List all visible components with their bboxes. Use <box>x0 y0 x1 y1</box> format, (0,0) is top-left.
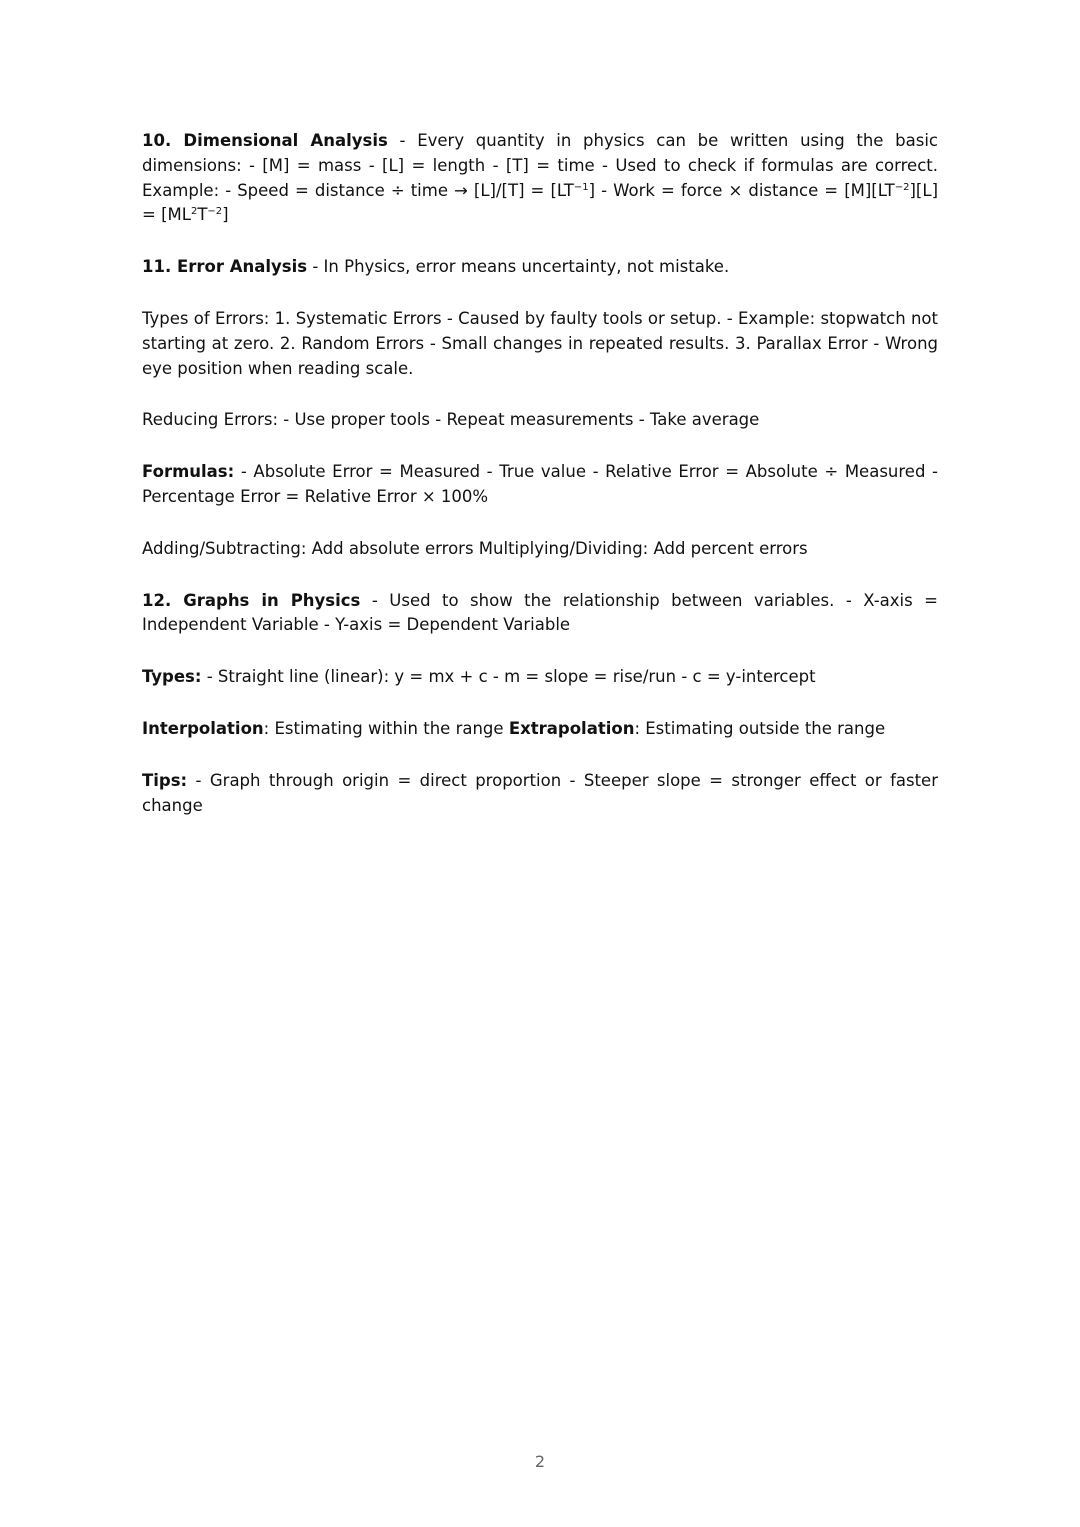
dimensional-text-4: T <box>197 205 208 225</box>
extrapolation-text: : Estimating outside the range <box>634 718 886 738</box>
dimensional-sup-3: 2 <box>190 206 198 218</box>
interpolation-label: Interpolation <box>142 718 264 738</box>
adding-subtracting-paragraph: Adding/Subtracting: Add absolute errors Multiplying/Dividing: Add percent errors <box>142 538 808 558</box>
page-content <box>142 129 938 845</box>
dimensional-sup-1: −1 <box>573 181 589 193</box>
types-text: - Straight line (linear): y = mx + c - m = slope = rise/run - c = y-intercept <box>201 667 816 687</box>
tips-label: Tips: <box>142 770 188 790</box>
dimensional-text-5: ] <box>222 205 229 225</box>
tips-text: - Graph through origin = direct proportion - Steeper slope = stronger effect or faster change <box>142 770 938 815</box>
dimensional-sup-4: −2 <box>207 206 223 218</box>
reducing-errors-paragraph: Reducing Errors: - Use proper tools - Repeat measurements - Take average <box>142 410 760 430</box>
types-of-errors-paragraph: Types of Errors: 1. Systematic Errors - Caused by faulty tools or setup. - Example: stopwatch not starting at zero. 2. Random Errors - Small changes in repeated results. 3. Parallax Error - Wrong eye position when reading scale. <box>142 308 938 378</box>
dimensional-analysis-heading: 10. Dimensional Analysis <box>142 131 388 150</box>
tips-paragraph <box>142 769 938 819</box>
graphs-paragraph <box>142 589 938 639</box>
formulas-label: Formulas: <box>142 462 235 482</box>
graphs-text: - Used to show the relationship between variables. - X-axis = Independent Variable - Y-axis = Dependent Variable <box>142 590 939 635</box>
types-label: Types: <box>142 667 202 687</box>
formulas-paragraph <box>142 460 938 510</box>
types-paragraph <box>142 665 938 690</box>
graphs-heading: 12. Graphs in Physics <box>142 590 361 610</box>
dimensional-text-2: ] - Work = force × distance = [M][LT <box>588 180 895 200</box>
error-analysis-heading: 11. Error Analysis <box>142 257 308 277</box>
page-number: 2 <box>534 1452 546 1471</box>
error-analysis-paragraph <box>142 255 938 280</box>
dimensional-sup-2: −2 <box>894 181 910 193</box>
error-analysis-text: - In Physics, error means uncertainty, not mistake. <box>307 257 730 277</box>
extrapolation-label: Extrapolation <box>508 718 635 738</box>
dimensional-analysis-paragraph <box>142 129 938 228</box>
interpolation-text: : Estimating within the range <box>263 718 509 738</box>
dimensional-text-3: ][L] = [ML <box>142 180 939 225</box>
interpolation-paragraph <box>142 717 938 742</box>
dimensional-text-1: - Every quantity in physics can be written using the basic dimensions: - [M] = mass - [L] = length - [T] = time - Used to check if formulas are correct. Example: - Speed = distance ÷ time → [L]/[T] = [LT <box>142 131 938 200</box>
formulas-text: - Absolute Error = Measured - True value - Relative Error = Absolute ÷ Measured - Percentage Error = Relative Error × 100% <box>142 462 938 506</box>
